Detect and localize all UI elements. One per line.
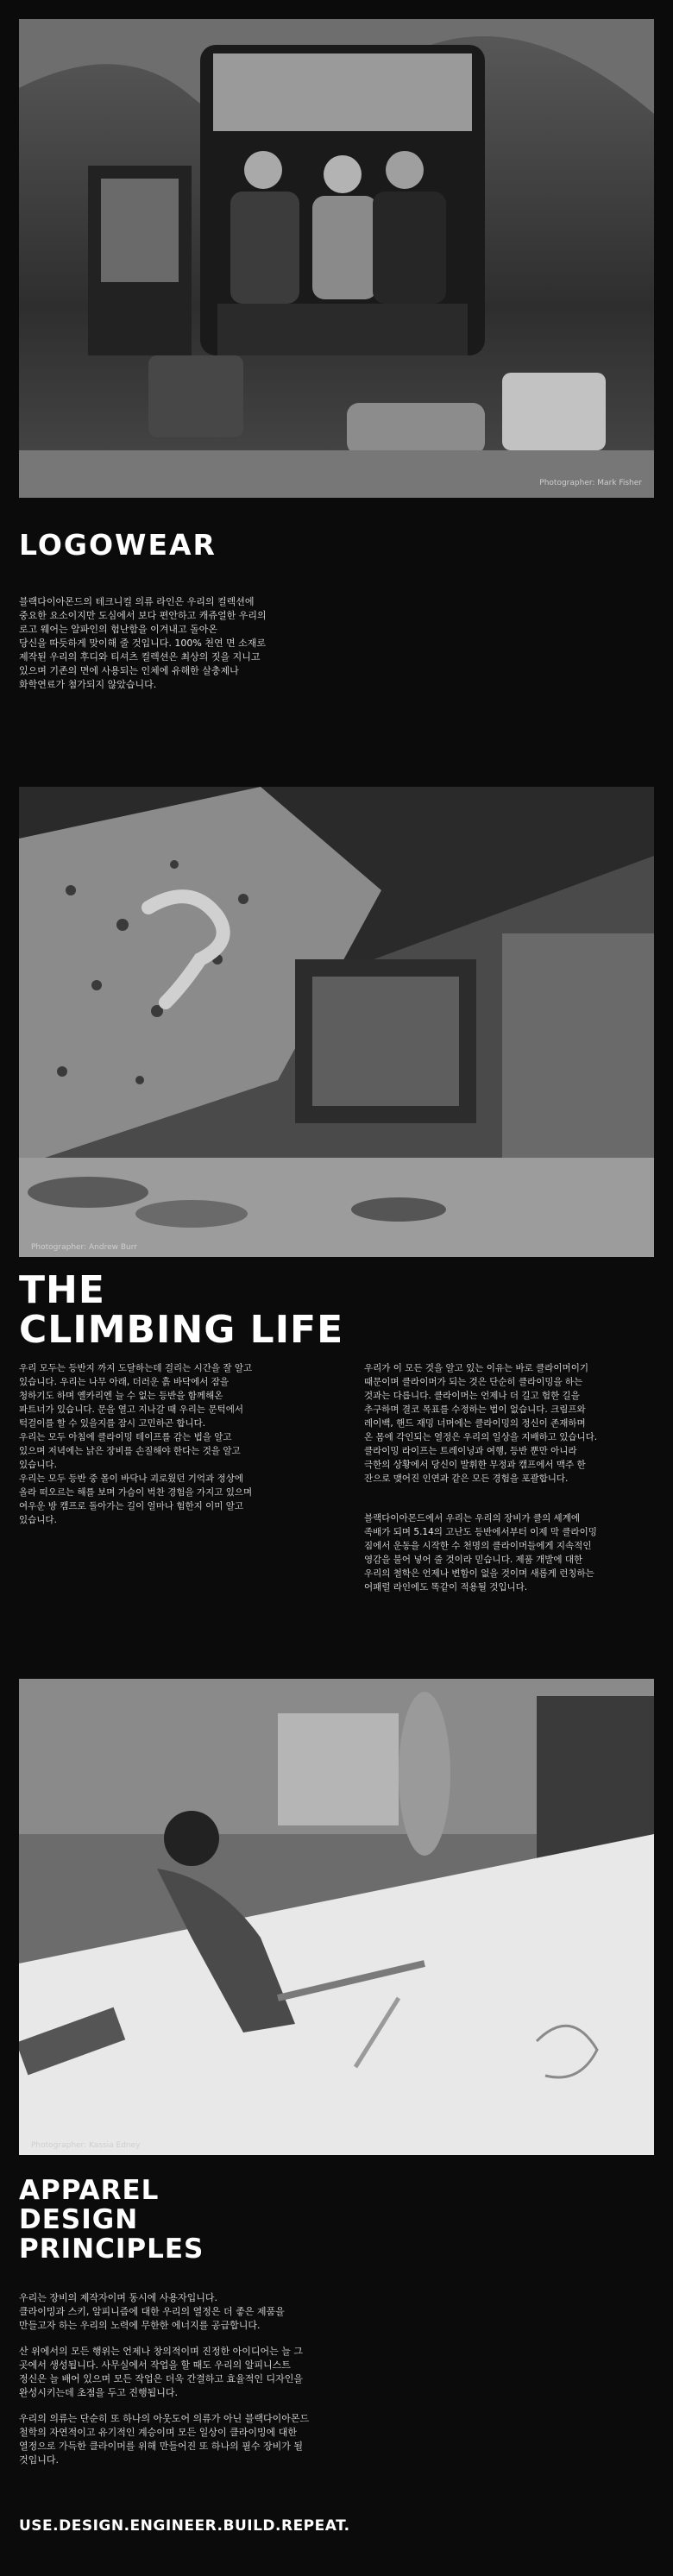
climbing-body-right-p2: 블랙다이아몬드에서 우리는 우리의 장비가 클의 세계에 족배가 되며 5.14의 고난도 등반에서부터 이제 막 클라이밍 짐에서 운동을 시작한 수 천명의 클라이머들에게 지속적인 영감을 불어 넣어 줄 것이라 믿습니다. 제품 개발에 대한 우리의 철학은 언제나 변함이 없을 것이며 새롭게 런칭하는 어패럴 라인에도 똑같이 적용될 것입니다. (364, 1513, 597, 1593)
section-title-climbing-life-line1: THE (19, 1268, 105, 1312)
logowear-body: 블랙다이아몬드의 테크니컬 의류 라인은 우리의 컬렉션에 중요한 요소이지만 도심에서 보다 편안하고 캐쥬얼한 우리의 로고 웨어는 알파인의 험난함을 이겨내고 돌아온 당신을 따듯하게 맞이해 줄 것입니다. 100% 천연 면 소재로 제작된 우리의 후디와 티셔츠 컬렉션은 최상의 짓을 지니고 있으며 기존의 면에 사용되는 인체에 유해한 살충제나 화학연료가 첨가되지 않았습니다. (19, 596, 267, 690)
apparel-body-p2: 산 위에서의 모든 행위는 언제나 창의적이며 진정한 아이디어는 늘 그 곳에서 생성됩니다. 사무실에서 작업을 할 때도 우리의 알피니스트 정신은 늘 배어 있으며 모든 작업은 더욱 간결하고 효율적인 디자인을 완성시키는데 초점을 두고 진행됩니다. (19, 2346, 303, 2398)
section-title-climbing-life-line2: CLIMBING LIFE (19, 1308, 344, 1352)
apparel-body-p3: 우리의 의류는 단순히 또 하나의 아웃도어 의류가 아닌 블랙다이아몬드 철학의 자연적이고 유기적인 계승이며 모든 일상이 클라이밍에 대한 열정으로 가득한 클라이머를 위해 만들어진 또 하나의 필수 장비가 될 것입니다. (19, 2413, 310, 2466)
photo-credit: Photographer: Kassia Edney (31, 2141, 141, 2150)
photo-credit: Photographer: Mark Fisher (539, 479, 642, 487)
section-title-logowear: LOGOWEAR (19, 528, 217, 562)
climbing-body-left: 우리 모두는 등반지 까지 도달하는데 걸리는 시간을 잘 알고 있습니다. 우리는 나무 아래, 더러운 흙 바닥에서 잠을 청하기도 하며 옐카리엔 늘 수 없는 등반을 함께해온 파트너가 있습니다. 문을 열고 지나갈 때 우리는 문턱에서 턱걸이를 할 수 있을지를 잠시 고민하곤 합니다. 우리는 모두 아침에 클라이밍 테이프를 감는 법을 알고 있으며 저녁에는 낡은 장비를 손질해야 한다는 것을 알고 있습니다. 우리는 모두 등반 중 몰이 바닥나 괴로웠던 기억과 정상에 올라 떠오르는 해를 보며 가슴이 벅찬 경험을 가지고 있으며 여우운 방 캠프로 돌아가는 길이 얼마나 험한지 이미 알고 있습니다. (19, 1363, 253, 1525)
apparel-body-p1: 우리는 장비의 제작자이며 동시에 사용자입니다. 클라이밍과 스키, 알피니즘에 대한 우리의 열정은 더 좋은 제품을 만들고자 하는 우리의 노력에 무한한 에너지를 공급합니다. (19, 2292, 285, 2331)
section-title-apparel-line2: DESIGN (19, 2204, 139, 2235)
climbing-body-right-p1: 우리가 이 모든 것을 알고 있는 이유는 바로 클라이머이기 때문이며 클라이머가 되는 것은 단순히 클라이밍을 하는 것과는 다릅니다. 클라이머는 언제나 더 길고 험한 길을 추구하며 결코 목표를 수정하는 법이 없습니다. 크림프와 레이백, 핸드 재밍 너머에는 클라이밍의 정신이 존재하며 온 몸에 각인되는 열정은 우리의 일상을 지배하고 있습니다. 클라이밍 라이프는 트레이닝과 여행, 등반 뿐만 아니라 극한의 상황에서 당신이 발휘한 무정과 캠프에서 맥주 한 잔으로 맺어진 인연과 같은 모든 경험을 포괄합니다. (364, 1363, 598, 1484)
apparel-photo (19, 1679, 654, 2155)
section-title-apparel-line3: PRINCIPLES (19, 2234, 204, 2265)
climbing-photo (19, 787, 654, 1257)
section-title-apparel-line1: APPAREL (19, 2175, 160, 2206)
tagline: USE.DESIGN.ENGINEER.BUILD.REPEAT. (19, 2517, 350, 2535)
photo-credit: Photographer: Andrew Burr (31, 1243, 137, 1252)
logowear-photo (19, 19, 654, 498)
